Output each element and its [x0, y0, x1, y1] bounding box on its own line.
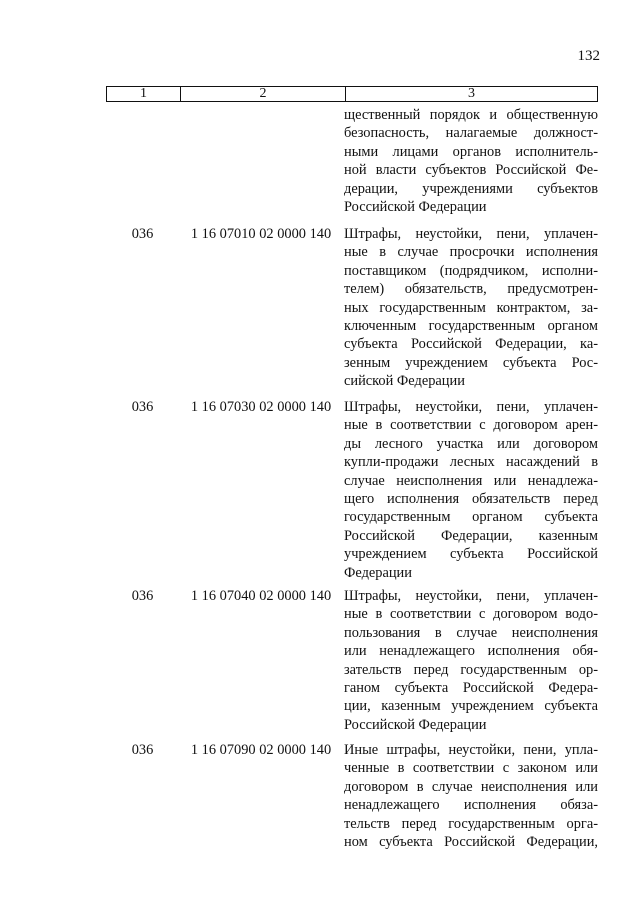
revenue-code-cell: 1 16 07030 02 0000 140: [190, 399, 332, 415]
description-line: щественный порядок и общественную: [344, 107, 598, 123]
description-line: Российской Федерации: [344, 716, 487, 733]
description-line: субъекта Российской Федерации, ка-: [344, 336, 598, 353]
description-line: Федерации: [344, 564, 412, 581]
description-cell: [344, 398, 598, 582]
header-col-1: 1: [107, 87, 181, 101]
description-line: ции, казенным учреждением субъекта: [344, 698, 598, 715]
description-line: Штрафы, неустойки, пени, уплачен-: [344, 226, 598, 242]
description-line: договором в случае неисполнения или: [344, 778, 598, 795]
description-line: зательств перед государственным ор-: [344, 661, 598, 678]
description-line: сийской Федерации: [344, 373, 465, 390]
description-line: телем) обязательств, предусмотрен-: [344, 281, 598, 298]
description-cell: [344, 587, 598, 734]
description-line: ненадлежащего исполнения обяза-: [344, 797, 598, 814]
description-line: ной власти субъектов Российской Фе-: [344, 162, 598, 179]
admin-code-cell: 036: [131, 588, 154, 604]
description-cell: [344, 106, 598, 216]
description-line: ном субъекта Российской Федерации,: [344, 833, 598, 850]
description-line: ных государственным контрактом, за-: [344, 299, 598, 316]
description-cell: [344, 741, 598, 851]
header-col-3: 3: [468, 86, 475, 101]
description-line: ганом субъекта Российской Федера-: [344, 679, 598, 696]
description-line: Российской Федерации: [344, 198, 487, 215]
description-line: ными лицами органов исполнитель-: [344, 143, 598, 160]
description-line: Иные штрафы, неустойки, пени, упла-: [344, 742, 598, 758]
revenue-code-cell: 1 16 07090 02 0000 140: [190, 742, 332, 758]
description-line: зенным учреждением субъекта Рос-: [344, 354, 598, 371]
description-line: ные в случае просрочки исполнения: [344, 244, 598, 261]
admin-code-cell: 036: [131, 226, 154, 242]
description-line: щего исполнения обязательств перед: [344, 490, 598, 507]
revenue-code-cell: 1 16 07040 02 0000 140: [190, 588, 332, 604]
description-line: ченные в соответствии с законом или: [344, 760, 598, 777]
description-line: Российской Федерации, казенным: [344, 527, 598, 544]
description-line: ные в соответствии с договором водо-: [344, 606, 598, 623]
revenue-code-cell: 1 16 07010 02 0000 140: [190, 226, 332, 242]
description-cell: [344, 225, 598, 391]
admin-code-cell: 036: [131, 742, 154, 758]
description-line: дерации, учреждениями субъектов: [344, 180, 598, 197]
description-line: купли-продажи лесных насаждений в: [344, 454, 598, 471]
description-line: случае неисполнения или ненадлежа-: [344, 472, 598, 489]
admin-code-cell: 036: [131, 399, 154, 415]
description-line: Штрафы, неустойки, пени, уплачен-: [344, 399, 598, 415]
description-line: тельств перед государственным орга-: [344, 815, 598, 832]
page-number: 132: [577, 48, 600, 64]
header-col-2: 2: [181, 87, 346, 101]
table-header: [106, 86, 598, 102]
description-line: безопасность, налагаемые должност-: [344, 125, 598, 142]
description-line: государственным органом субъекта: [344, 509, 598, 526]
description-line: поставщиком (подрядчиком, исполни-: [344, 262, 598, 279]
description-line: или ненадлежащего исполнения обя-: [344, 643, 598, 660]
description-line: ды лесного участка или договором: [344, 435, 598, 452]
description-line: пользования в случае неисполнения: [344, 624, 598, 641]
description-line: Штрафы, неустойки, пени, уплачен-: [344, 588, 598, 604]
description-line: учреждением субъекта Российской: [344, 546, 598, 563]
description-line: ные в соответствии с договором арен-: [344, 417, 598, 434]
description-line: ключенным государственным органом: [344, 317, 598, 334]
